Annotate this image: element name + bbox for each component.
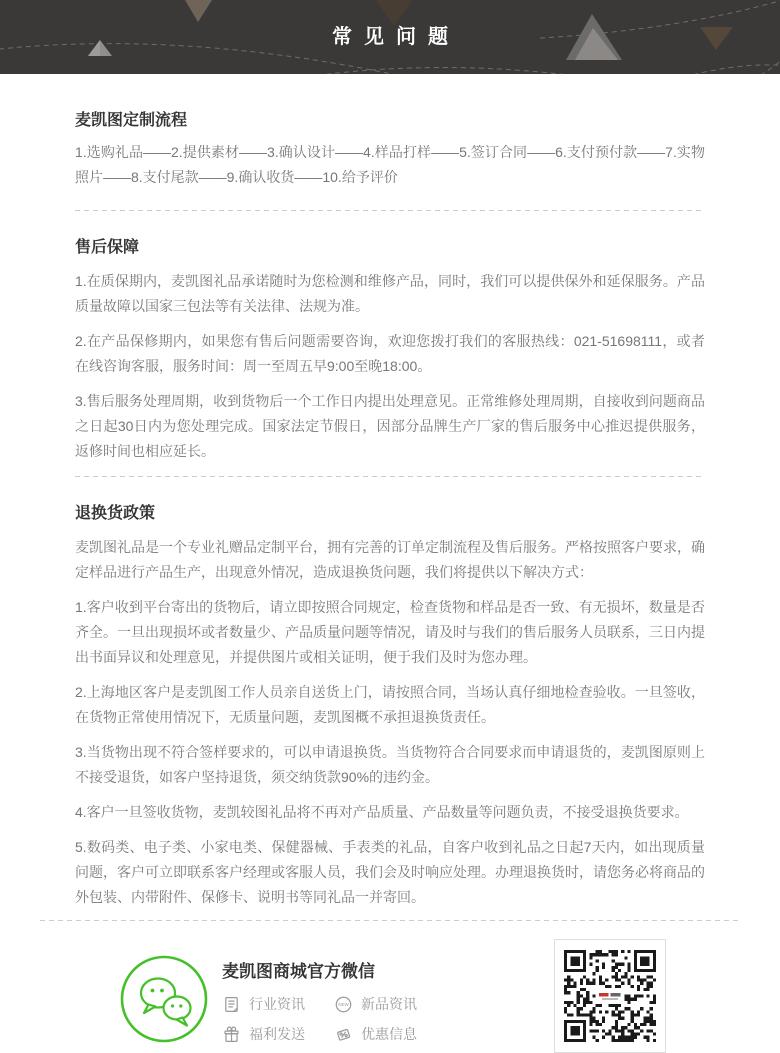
page-title: 常见问题 — [332, 26, 460, 48]
feature-label: 优惠信息 — [361, 1026, 417, 1042]
dashed-divider — [40, 920, 740, 921]
section-return-policy — [75, 503, 705, 910]
faq-content — [0, 110, 780, 1053]
paragraph: 麦凯图礼品是一个专业礼赠品定制平台，拥有完善的订单定制流程及售后服务。严格按照客户要求，确定样品进行产品生产，出现意外情况，造成退换货问题，我们将提供以下解决方式： — [75, 539, 705, 580]
new-badge-icon — [334, 995, 353, 1014]
paragraph: 2.上海地区客户是麦凯图工作人员亲自送货上门，请按照合同，当场认真仔细地检查验收。一旦签收，在货物正常使用情况下，无质量问题，麦凯图概不承担退换货责任。 — [75, 684, 705, 725]
gift-icon — [222, 1025, 241, 1044]
feature-discount-info — [334, 1024, 522, 1044]
section-after-sales — [75, 237, 705, 464]
paragraph: 2.在产品保修期内，如果您有售后问题需要咨询，欢迎您拨打我们的客服热线：021-51698111，或者在线咨询客服，服务时间：周一至周五早9:00至晚18:00。 — [75, 333, 705, 374]
section-custom-process — [75, 110, 705, 190]
wechat-feature-grid — [222, 994, 522, 1044]
paragraph: 4.客户一旦签收货物，麦凯较图礼品将不再对产品质量、产品数量等问题负责，不接受退换货要求。 — [75, 804, 689, 820]
wechat-account-title: 麦凯图商城官方微信 — [222, 962, 375, 981]
wechat-qr-code — [554, 939, 666, 1053]
feature-benefits — [222, 1024, 334, 1044]
wechat-info-block — [222, 941, 522, 1044]
dashed-divider — [75, 476, 705, 477]
svg-text:NEW: NEW — [338, 1001, 349, 1007]
section-heading: 退换货政策 — [75, 505, 156, 522]
section-heading: 售后保障 — [75, 239, 140, 256]
coupon-icon — [334, 1025, 353, 1044]
section-heading: 麦凯图定制流程 — [75, 112, 188, 129]
paragraph: 5.数码类、电子类、小家电类、保健器械、手表类的礼品，自客户收到礼品之日起7天内，如出现质量问题，客户可立即联系客户经理或客服人员，我们会及时响应处理。办理退换货时，请您务必将商品的外包装、内带附件、保修卡、说明书等同礼品一并寄回。 — [75, 839, 705, 905]
feature-new-products — [334, 994, 522, 1014]
page-header — [0, 0, 780, 74]
process-steps-text: 1.选购礼品——2.提供素材——3.确认设计——4.样品打样——5.签订合同——6.支付预付款——7.实物照片——8.支付尾款——9.确认收货——10.给予评价 — [75, 144, 705, 185]
feature-label: 福利发送 — [249, 1026, 305, 1042]
paragraph: 1.客户收到平台寄出的货物后，请立即按照合同规定，检查货物和样品是否一致、有无损坏，数量是否齐全。一旦出现损坏或者数量少、产品质量问题等情况，请及时与我们的售后服务人员联系，三日内提出书面异议和处理意见，并提供图片或相关证明，便于我们及时为您办理。 — [75, 599, 705, 665]
dashed-divider — [75, 210, 705, 211]
paragraph: 3.当货物出现不符合签样要求的，可以申请退换货。当货物符合合同要求而申请退货的，麦凯图原则上不接受退货，如客户坚持退货，须交纳货款90%的违约金。 — [75, 744, 705, 785]
feature-industry-news — [222, 994, 334, 1014]
feature-label: 行业资讯 — [249, 996, 305, 1012]
wechat-icon — [120, 955, 208, 1048]
paragraph: 3.售后服务处理周期，收到货物后一个工作日内提出处理意见。正常维修处理周期，自接收到问题商品之日起30日内为您处理完成。国家法定节假日，因部分品牌生产厂家的售后服务中心推迟提供服务，返修时间也相应延长。 — [75, 393, 705, 459]
feature-label: 新品资讯 — [361, 996, 417, 1012]
paragraph: 1.在质保期内，麦凯图礼品承诺随时为您检测和维修产品，同时，我们可以提供保外和延保服务。产品质量故障以国家三包法等有关法律、法规为准。 — [75, 273, 705, 314]
wechat-footer — [75, 939, 705, 1053]
news-article-icon — [222, 995, 241, 1014]
